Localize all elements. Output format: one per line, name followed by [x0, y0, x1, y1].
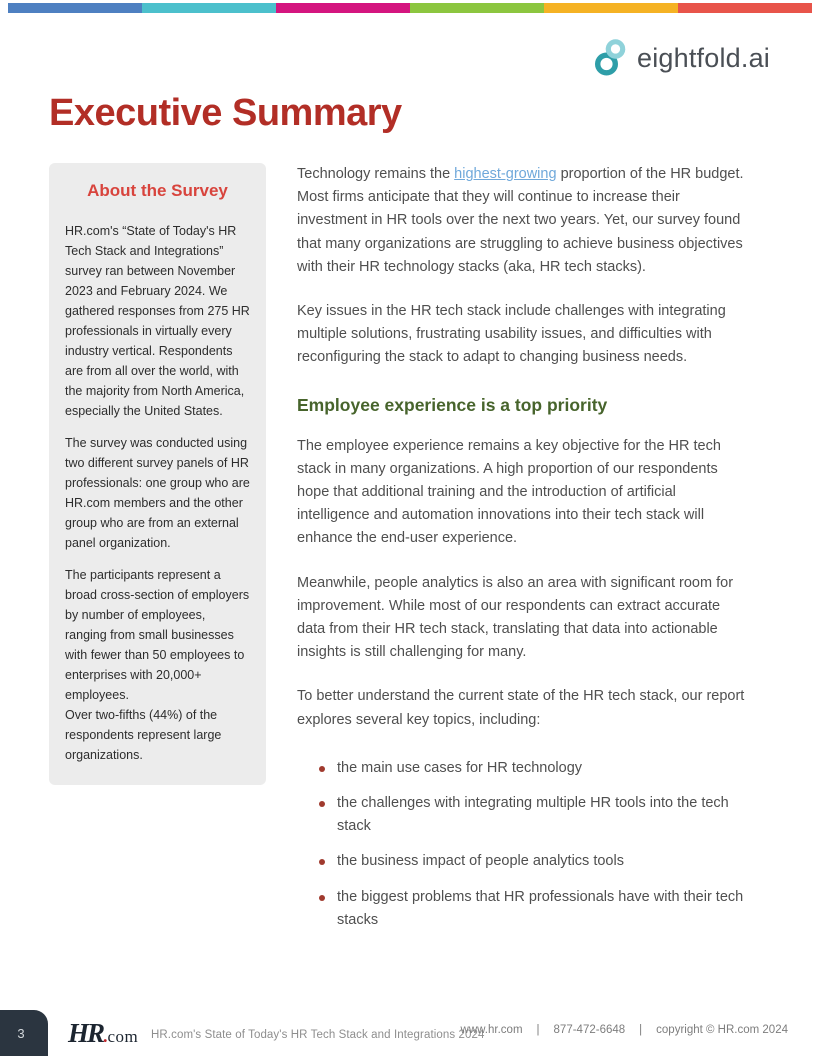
- about-survey-panel: [49, 163, 266, 785]
- brand-logo-text: eightfold.ai: [637, 43, 770, 73]
- footer-phone: 877-472-6648: [553, 1024, 626, 1036]
- body-paragraph: Meanwhile, people analytics is also an area with significant room for improvement. While most of our respondents can extract accurate data from their HR tech stack, translating that data into actionable insights is still challenging for many.: [297, 574, 734, 661]
- bullet-icon: [319, 895, 325, 901]
- body-paragraph: The employee experience remains a key objective for the HR tech stack in many organizations. A high proportion of our respondents hope that additional training and the introduction of artificial intelligence and automation innovations into their tech stack will enhance the end-user experience.: [297, 437, 721, 547]
- survey-paragraph: The survey was conducted using two different survey panels of HR professionals: one group who are HR.com members and the other group who are from an external panel organization.: [65, 436, 250, 550]
- color-segment-red: [678, 3, 812, 13]
- eightfold-logo-icon: [594, 38, 628, 79]
- color-segment-teal: [142, 3, 276, 13]
- footer-contact-info: [461, 1024, 788, 1036]
- list-item: [297, 792, 749, 838]
- hrcom-logo-dot: .: [103, 1026, 108, 1046]
- survey-paragraph: HR.com's “State of Today's HR Tech Stack and Integrations” survey ran between November 2023 and February 2024. We gathered responses from 275 HR professionals in virtually every industry vertical. Respondents are from all over the world, with the majority from North America, especially the United States.: [65, 224, 250, 418]
- list-item-text: the challenges with integrating multiple HR tools into the tech stack: [337, 795, 729, 835]
- survey-paragraph: Over two-fifths (44%) of the respondents represent large organizations.: [65, 708, 222, 762]
- intro-paragraph: [297, 163, 749, 279]
- body-paragraph: To better understand the current state of the HR tech stack, our report explores several key topics, including:: [297, 688, 745, 728]
- survey-panel-heading: About the Survey: [87, 181, 228, 200]
- intro-text-before: Technology remains the: [297, 166, 455, 182]
- topics-list: [297, 757, 749, 932]
- hrcom-logo-hr: HR: [68, 1018, 104, 1048]
- color-segment-green: [410, 3, 544, 13]
- footer-separator: |: [536, 1024, 540, 1036]
- page-title: Executive Summary: [49, 92, 402, 134]
- hrcom-logo: [68, 1018, 138, 1049]
- list-item-text: the business impact of people analytics tools: [337, 853, 624, 870]
- list-item-text: the main use cases for HR technology: [337, 759, 583, 776]
- bullet-icon: [319, 766, 325, 772]
- page-number: 3: [17, 1025, 25, 1041]
- body-paragraph: Key issues in the HR tech stack include challenges with integrating multiple solutions, frustrating usability issues, and difficulties with reconfiguring the stack to adapt to changing business needs.: [297, 303, 726, 366]
- footer-website: www.hr.com: [460, 1024, 523, 1036]
- highest-growing-link[interactable]: highest-growing: [454, 166, 557, 182]
- brand-logo: [594, 38, 770, 79]
- top-color-bar: [8, 3, 812, 13]
- hrcom-logo-com: com: [107, 1027, 139, 1046]
- main-content: [297, 163, 749, 944]
- color-segment-yellow: [544, 3, 678, 13]
- survey-paragraph: The participants represent a broad cross-section of employers by number of employees, ranging from small businesses with fewer than 50 employees to enterprises with 20,000+ employees.: [65, 568, 250, 702]
- bullet-icon: [319, 859, 325, 865]
- section-heading: Employee experience is a top priority: [297, 394, 608, 415]
- footer-report-title: HR.com's State of Today's HR Tech Stack and Integrations 2024: [151, 1029, 485, 1041]
- bullet-icon: [319, 801, 325, 807]
- list-item: [297, 757, 749, 780]
- color-segment-magenta: [276, 3, 410, 13]
- list-item: [297, 850, 749, 873]
- page-number-tab: [0, 1010, 48, 1056]
- list-item: [297, 886, 749, 932]
- footer-separator: |: [639, 1024, 643, 1036]
- intro-text-after: proportion of the HR budget. Most firms anticipate that they will continue to increase their investment in HR tools over the next two years. Yet, our survey found that many organizations are struggling to achieve business objectives with their HR technology stacks (aka, HR tech stacks).: [297, 166, 744, 275]
- footer-copyright: copyright © HR.com 2024: [656, 1024, 788, 1036]
- list-item-text: the biggest problems that HR professionals have with their tech stacks: [337, 888, 744, 928]
- color-segment-blue: [8, 3, 142, 13]
